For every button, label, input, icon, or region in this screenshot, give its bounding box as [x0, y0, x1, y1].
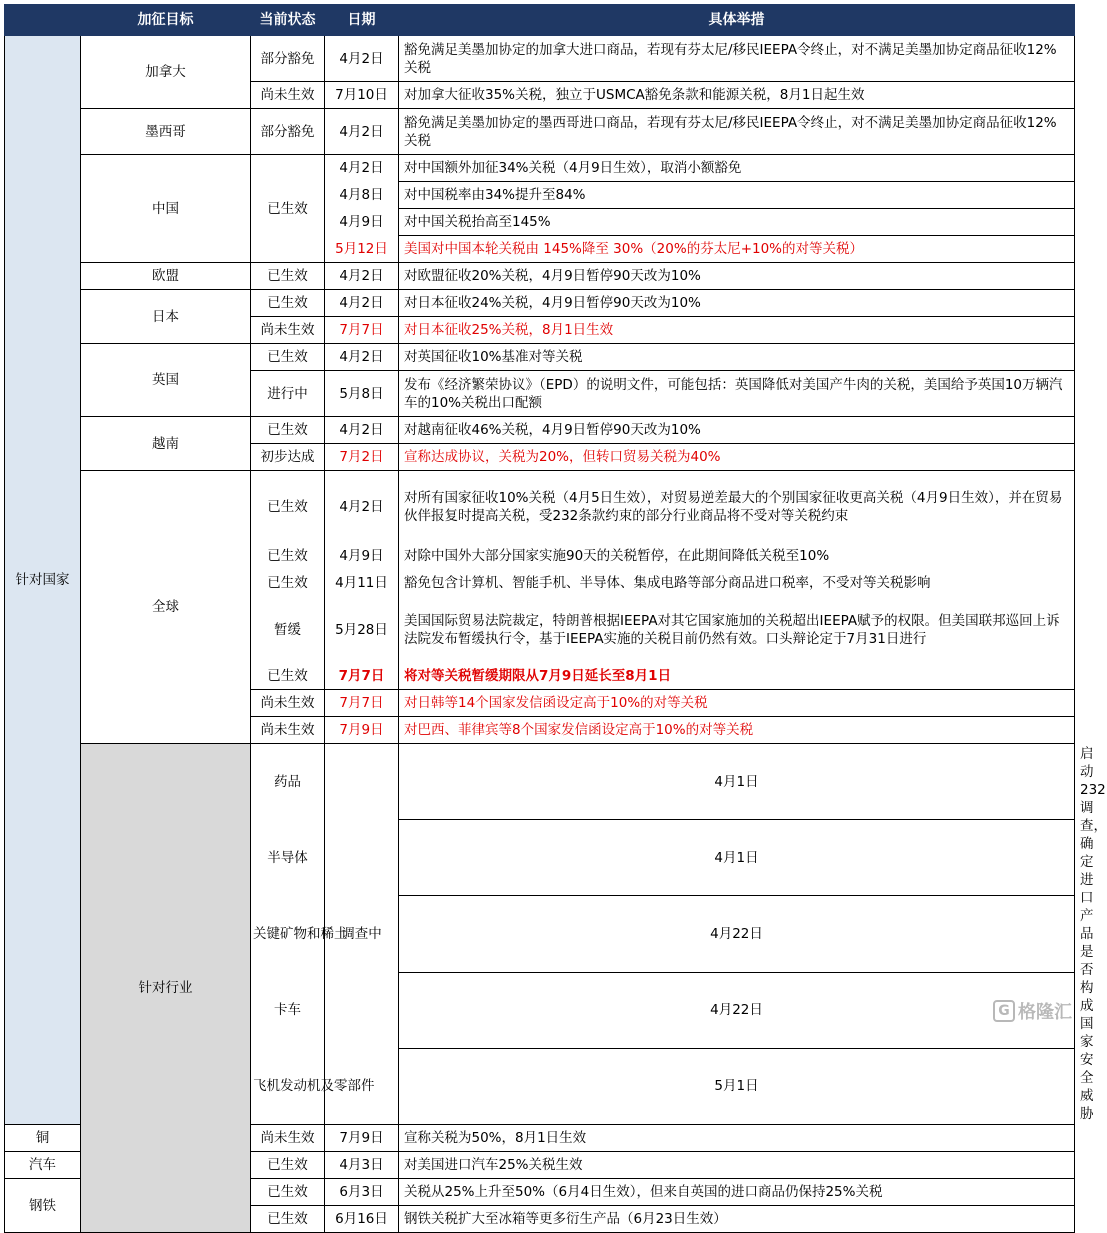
- status-cell: 已生效: [251, 663, 325, 690]
- status-cell: 调查中: [325, 744, 399, 1125]
- status-cell: 已生效: [251, 155, 325, 263]
- measure-cell: 对越南征收46%关税，4月9日暂停90天改为10%: [399, 417, 1075, 444]
- date-cell: 7月7日: [325, 690, 399, 717]
- status-cell: 尚未生效: [251, 317, 325, 344]
- date-cell: 7月2日: [325, 444, 399, 471]
- target-cell: 半导体: [251, 820, 325, 896]
- date-cell: 5月12日: [325, 236, 399, 263]
- table-row: [5, 344, 1075, 371]
- table-row: [5, 471, 1075, 543]
- measure-cell: 豁免包含计算机、智能手机、半导体、集成电路等部分商品进口税率，不受对等关税影响: [399, 570, 1075, 597]
- measure-cell: 对所有国家征收10%关税（4月5日生效），对贸易逆差最大的个别国家征收更高关税（4月9日生效），并在贸易伙伴报复时提高关税，受232条款约束的部分行业商品将不受对等关税约束: [399, 471, 1075, 543]
- status-cell: 已生效: [251, 1206, 325, 1233]
- table-row: [5, 290, 1075, 317]
- category-industry: 针对行业: [81, 744, 251, 1233]
- target-cell: 卡车: [251, 972, 325, 1048]
- header-measure: 具体举措: [399, 5, 1075, 36]
- status-cell: 已生效: [251, 543, 325, 570]
- target-cell: 加拿大: [81, 36, 251, 109]
- status-cell: 进行中: [251, 371, 325, 417]
- table-row: [5, 155, 1075, 182]
- measure-cell: 钢铁关税扩大至冰箱等更多衍生产品（6月23日生效）: [399, 1206, 1075, 1233]
- date-cell: 4月2日: [325, 344, 399, 371]
- date-cell: 4月2日: [325, 263, 399, 290]
- measure-cell: 对英国征收10%基准对等关税: [399, 344, 1075, 371]
- date-cell: 4月8日: [325, 182, 399, 209]
- date-cell: 4月2日: [325, 36, 399, 82]
- date-cell: 4月1日: [399, 820, 1075, 896]
- date-cell: 5月1日: [399, 1048, 1075, 1124]
- date-cell: 6月3日: [325, 1179, 399, 1206]
- measure-cell: 发布《经济繁荣协议》（EPD）的说明文件，可能包括：英国降低对美国产牛肉的关税，美国给予英国10万辆汽车的10%关税出口配额: [399, 371, 1075, 417]
- header-status: 当前状态: [251, 5, 325, 36]
- measure-cell: 对中国关税抬高至145%: [399, 209, 1075, 236]
- target-cell: 日本: [81, 290, 251, 344]
- status-cell: 尚未生效: [251, 82, 325, 109]
- measure-cell: 对日本征收25%关税，8月1日生效: [399, 317, 1075, 344]
- status-cell: 已生效: [251, 1179, 325, 1206]
- status-cell: 尚未生效: [251, 1125, 325, 1152]
- date-cell: 4月9日: [325, 209, 399, 236]
- target-cell: 关键矿物和稀土: [251, 896, 325, 972]
- measure-cell: 宣称关税为50%，8月1日生效: [399, 1125, 1075, 1152]
- tariff-table: [4, 4, 1107, 1233]
- date-cell: 5月8日: [325, 371, 399, 417]
- date-cell: 4月2日: [325, 471, 399, 543]
- measure-cell: 对日韩等14个国家发信函设定高于10%的对等关税: [399, 690, 1075, 717]
- target-cell: 全球: [81, 471, 251, 744]
- status-cell: 已生效: [251, 290, 325, 317]
- date-cell: 5月28日: [325, 597, 399, 663]
- target-cell: 中国: [81, 155, 251, 263]
- date-cell: 4月2日: [325, 109, 399, 155]
- date-cell: 4月9日: [325, 543, 399, 570]
- date-cell: 4月1日: [399, 744, 1075, 820]
- date-cell: 7月7日: [325, 317, 399, 344]
- table-row: 针对行业 药品 调查中 4月1日 启动232调查，确定进口产品是否构成国家安全威胁: [5, 744, 1075, 820]
- status-cell: 已生效: [251, 1152, 325, 1179]
- measure-cell: 豁免满足美墨加协定的加拿大进口商品，若现有芬太尼/移民IEEPA令终止，对不满足美墨加协定商品征收12%关税: [399, 36, 1075, 82]
- target-cell: 越南: [81, 417, 251, 471]
- status-cell: 已生效: [251, 417, 325, 444]
- date-cell: 7月9日: [325, 1125, 399, 1152]
- measure-cell: 对美国进口汽车25%关税生效: [399, 1152, 1075, 1179]
- header-date: 日期: [325, 5, 399, 36]
- date-cell: 4月11日: [325, 570, 399, 597]
- status-cell: 暂缓: [251, 597, 325, 663]
- measure-cell: 对日本征收24%关税，4月9日暂停90天改为10%: [399, 290, 1075, 317]
- date-cell: 4月22日: [399, 972, 1075, 1048]
- header-category: [5, 5, 81, 36]
- status-cell: 部分豁免: [251, 109, 325, 155]
- date-cell: 7月7日: [325, 663, 399, 690]
- measure-cell: 宣称达成协议，关税为20%，但转口贸易关税为40%: [399, 444, 1075, 471]
- category-country: 针对国家: [5, 36, 81, 1125]
- date-cell: 4月3日: [325, 1152, 399, 1179]
- measure-cell: 美国国际贸易法院裁定，特朗普根据IEEPA对其它国家施加的关税超出IEEPA赋予的权限。但美国联邦巡回上诉法院发布暂缓执行令，基于IEEPA实施的关税目前仍然有效。口头辩论定于7月31日进行: [399, 597, 1075, 663]
- watermark-text: 格隆汇: [1018, 1002, 1072, 1023]
- watermark-logo-icon: G: [993, 1000, 1015, 1022]
- date-cell: 7月9日: [325, 717, 399, 744]
- date-cell: 4月2日: [325, 155, 399, 182]
- status-cell: 已生效: [251, 471, 325, 543]
- status-cell: 尚未生效: [251, 717, 325, 744]
- target-cell: 飞机发动机及零部件: [251, 1048, 325, 1124]
- target-cell: 英国: [81, 344, 251, 417]
- measure-cell: 对中国税率由34%提升至84%: [399, 182, 1075, 209]
- date-cell: 4月2日: [325, 417, 399, 444]
- measure-cell: 对中国额外加征34%关税（4月9日生效），取消小额豁免: [399, 155, 1075, 182]
- table-row: [5, 263, 1075, 290]
- measure-cell: 豁免满足美墨加协定的墨西哥进口商品，若现有芬太尼/移民IEEPA令终止，对不满足美墨加协定商品征收12%关税: [399, 109, 1075, 155]
- measure-cell: 对加拿大征收35%关税，独立于USMCA豁免条款和能源关税，8月1日起生效: [399, 82, 1075, 109]
- date-cell: 7月10日: [325, 82, 399, 109]
- target-cell: 墨西哥: [81, 109, 251, 155]
- measure-cell: 将对等关税暂缓期限从7月9日延长至8月1日: [399, 663, 1075, 690]
- measure-cell: 对除中国外大部分国家实施90天的关税暂停，在此期间降低关税至10%: [399, 543, 1075, 570]
- header-target: 加征目标: [81, 5, 251, 36]
- table-row: [5, 109, 1075, 155]
- status-cell: 已生效: [251, 344, 325, 371]
- status-cell: 已生效: [251, 263, 325, 290]
- measure-cell: 对巴西、菲律宾等8个国家发信函设定高于10%的对等关税: [399, 717, 1075, 744]
- status-cell: 部分豁免: [251, 36, 325, 82]
- target-cell: 欧盟: [81, 263, 251, 290]
- target-cell: 铜: [5, 1125, 81, 1152]
- status-cell: 尚未生效: [251, 690, 325, 717]
- measure-cell: 关税从25%上升至50%（6月4日生效），但来自英国的进口商品仍保持25%关税: [399, 1179, 1075, 1206]
- date-cell: 4月2日: [325, 290, 399, 317]
- measure-cell: 对欧盟征收20%关税，4月9日暂停90天改为10%: [399, 263, 1075, 290]
- status-cell: 已生效: [251, 570, 325, 597]
- target-cell: 药品: [251, 744, 325, 820]
- header-row: [5, 5, 1075, 36]
- measure-cell: 美国对中国本轮关税由 145%降至 30%（20%的芬太尼+10%的对等关税）: [399, 236, 1075, 263]
- date-cell: 6月16日: [325, 1206, 399, 1233]
- table-row: [5, 417, 1075, 444]
- target-cell: 钢铁: [5, 1179, 81, 1233]
- watermark: [993, 998, 1072, 1024]
- status-cell: 初步达成: [251, 444, 325, 471]
- table-row: [5, 36, 1075, 82]
- date-cell: 4月22日: [399, 896, 1075, 972]
- target-cell: 汽车: [5, 1152, 81, 1179]
